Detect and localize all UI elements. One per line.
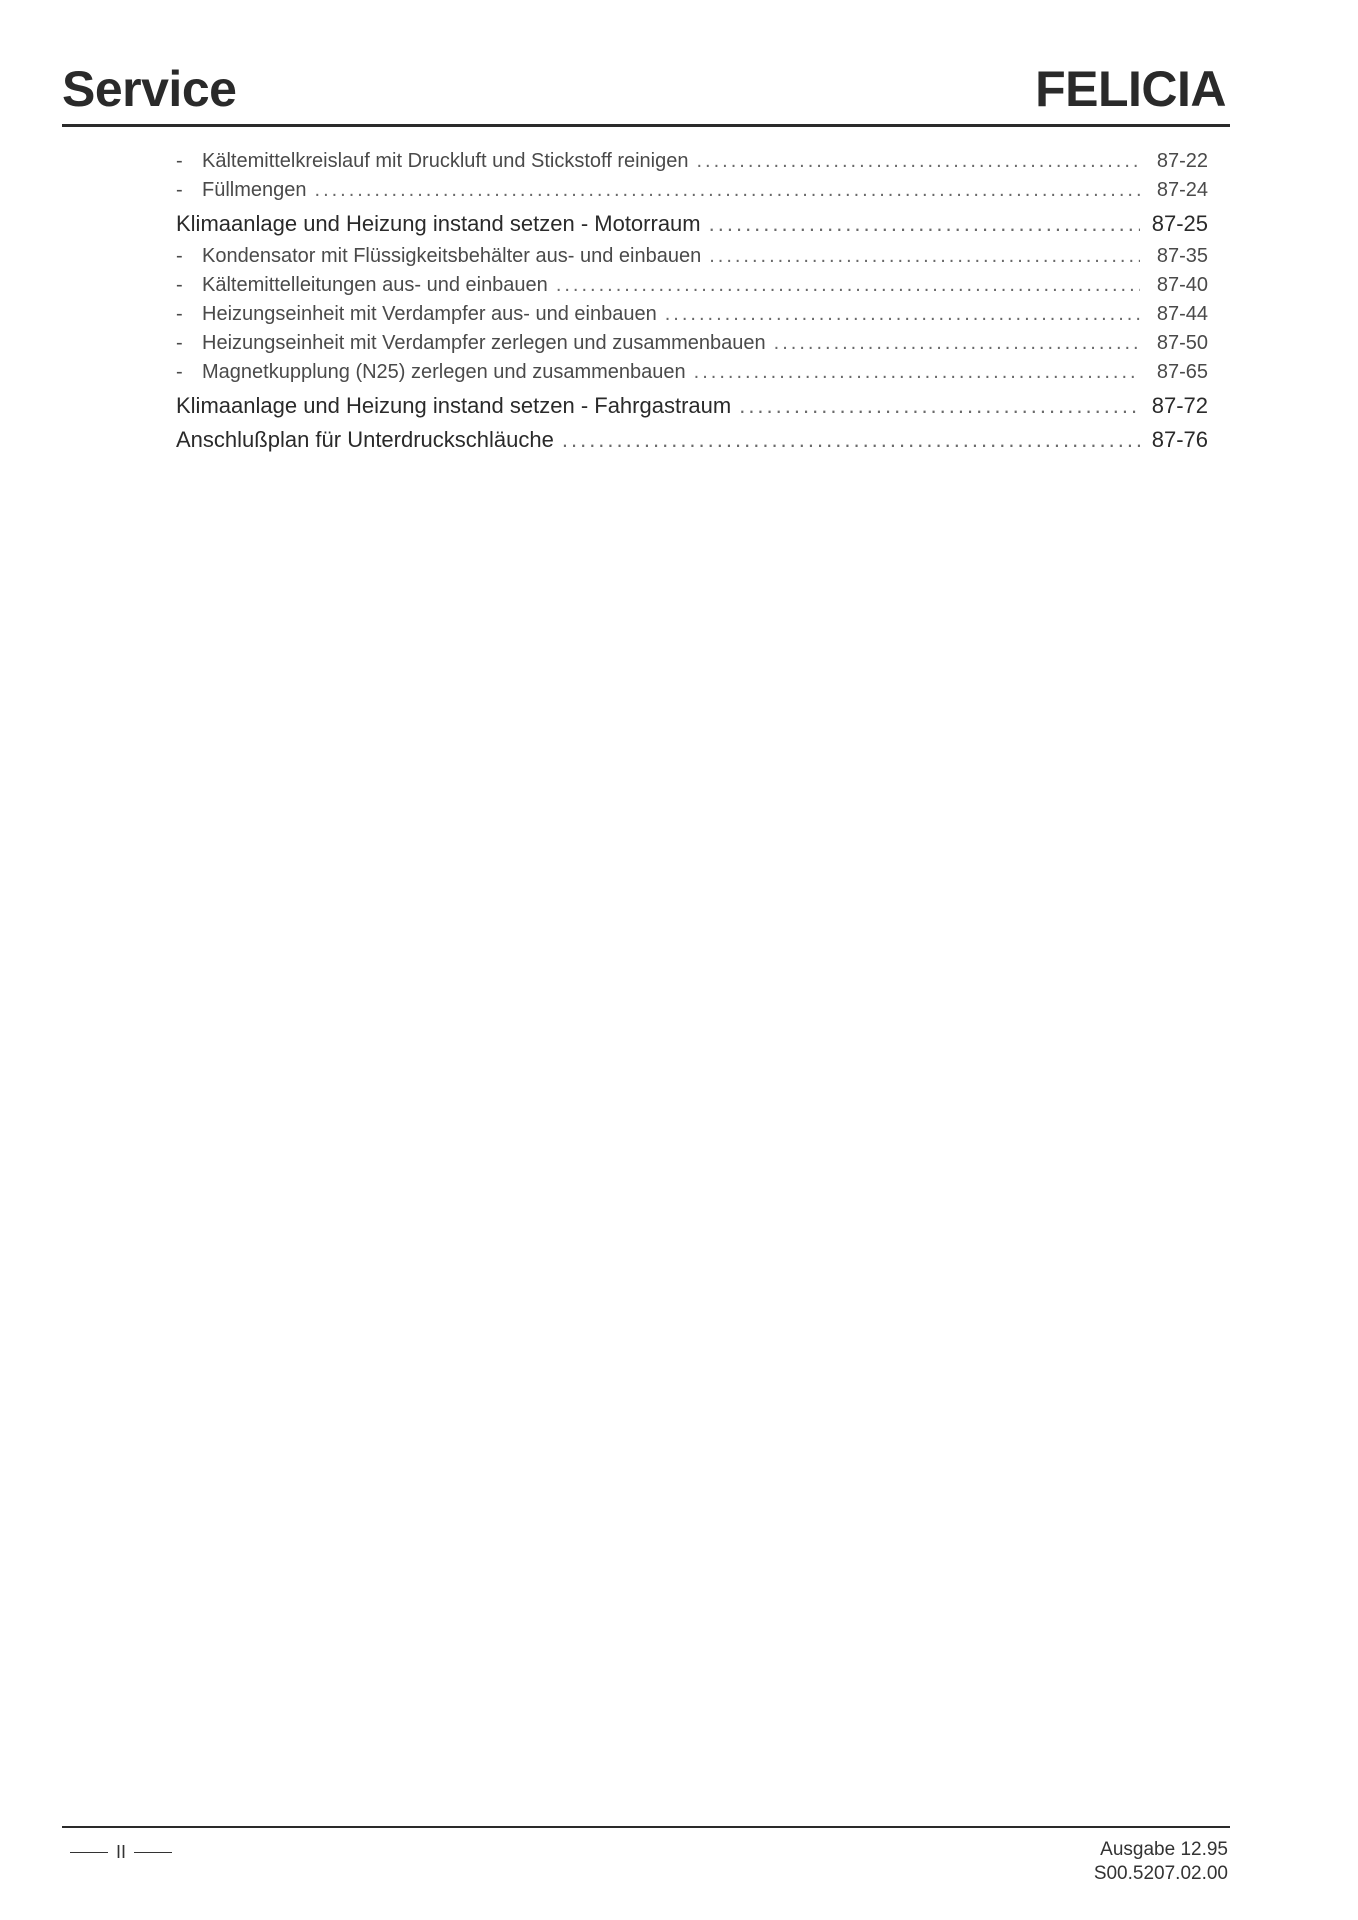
toc-dot-leader — [556, 274, 1140, 297]
toc-page-number: 87-24 — [1156, 179, 1208, 201]
toc-dot-leader — [709, 211, 1140, 237]
toc-entry-title: Anschlußplan für Unterdruckschläuche — [176, 427, 554, 452]
toc-sub-entry[interactable] — [176, 274, 1208, 303]
toc-dot-leader — [694, 361, 1140, 384]
header-title-model: FELICIA — [1035, 61, 1226, 117]
toc-bullet-dash: - — [176, 332, 183, 354]
toc-entry-title: Füllmengen — [202, 179, 307, 201]
toc-entry-title: Magnetkupplung (N25) zerlegen und zusammenbauen — [202, 361, 686, 383]
toc-page-number: 87-76 — [1151, 427, 1208, 452]
toc-main-entry[interactable] — [176, 208, 1208, 245]
toc-entry-title: Heizungseinheit mit Verdampfer aus- und einbauen — [202, 303, 657, 325]
page-number: II — [116, 1842, 127, 1862]
toc-sub-entry[interactable] — [176, 179, 1208, 208]
toc-sub-entry[interactable] — [176, 361, 1208, 390]
toc-sub-entry[interactable] — [176, 150, 1208, 179]
footer-edition-block — [1094, 1838, 1228, 1886]
toc-entry-title: Kältemittelkreislauf mit Druckluft und Stickstoff reinigen — [202, 150, 689, 172]
toc-page-number: 87-25 — [1151, 211, 1208, 236]
toc-main-entry[interactable] — [176, 390, 1208, 427]
toc-dot-leader — [315, 179, 1140, 202]
toc-bullet-dash: - — [176, 303, 183, 325]
table-of-contents — [176, 150, 1208, 461]
page-header — [62, 62, 1230, 127]
toc-bullet-dash: - — [176, 361, 183, 383]
header-title-service: Service — [62, 61, 237, 117]
footer-dash-right — [134, 1852, 172, 1853]
toc-page-number: 87-50 — [1156, 332, 1208, 354]
toc-entry-title: Kondensator mit Flüssigkeitsbehälter aus- und einbauen — [202, 245, 702, 267]
toc-page-number: 87-40 — [1156, 274, 1208, 296]
footer-dash-left — [70, 1852, 108, 1853]
document-code: S00.5207.02.00 — [1093, 1863, 1228, 1884]
toc-entry-title: Kältemittelleitungen aus- und einbauen — [202, 274, 548, 296]
footer-rule — [62, 1826, 1230, 1828]
toc-page-number: 87-65 — [1156, 361, 1208, 383]
toc-entry-title: Klimaanlage und Heizung instand setzen - Fahrgastraum — [176, 393, 732, 418]
toc-sub-entry[interactable] — [176, 303, 1208, 332]
toc-page-number: 87-72 — [1151, 393, 1208, 418]
toc-dot-leader — [739, 393, 1140, 419]
toc-sub-entry[interactable] — [176, 245, 1208, 274]
toc-dot-leader — [774, 332, 1140, 355]
toc-bullet-dash: - — [176, 150, 183, 172]
toc-dot-leader — [709, 245, 1140, 268]
toc-entry-title: Heizungseinheit mit Verdampfer zerlegen und zusammenbauen — [202, 332, 766, 354]
footer-page-number — [70, 1842, 172, 1863]
toc-dot-leader — [697, 150, 1141, 173]
edition-label: Ausgabe 12.95 — [1100, 1839, 1228, 1860]
toc-dot-leader — [665, 303, 1140, 326]
toc-bullet-dash: - — [176, 179, 183, 201]
toc-main-entry[interactable] — [176, 427, 1208, 461]
toc-page-number: 87-44 — [1156, 303, 1208, 325]
toc-sub-entry[interactable] — [176, 332, 1208, 361]
toc-bullet-dash: - — [176, 245, 183, 267]
toc-page-number: 87-35 — [1156, 245, 1208, 267]
toc-bullet-dash: - — [176, 274, 183, 296]
toc-page-number: 87-22 — [1156, 150, 1208, 172]
toc-dot-leader — [562, 427, 1140, 453]
toc-entry-title: Klimaanlage und Heizung instand setzen - Motorraum — [176, 211, 701, 236]
